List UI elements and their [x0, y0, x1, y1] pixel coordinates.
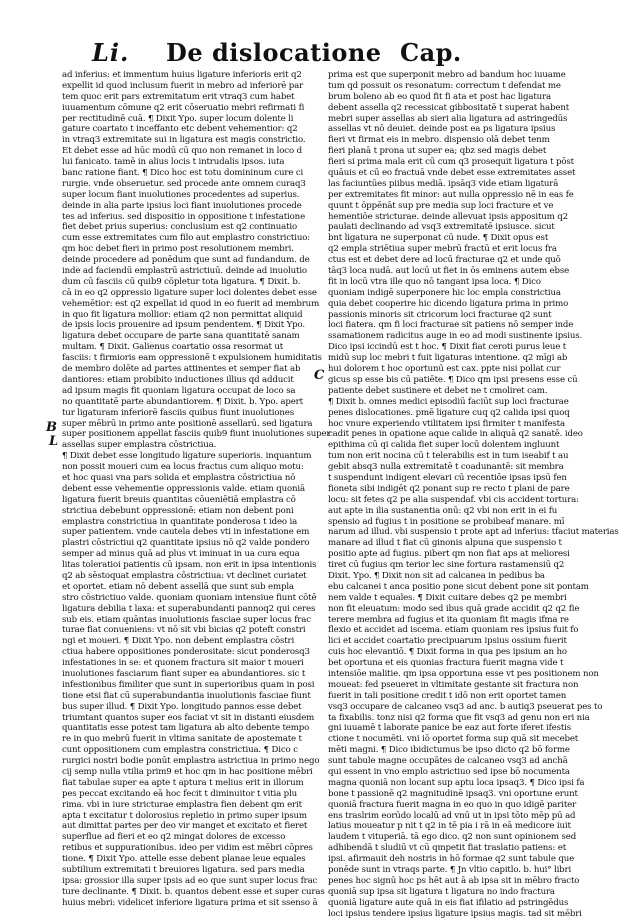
- text-line: ipsi. afirmauit deh nostris in hō formae q2 sunt tabule que: [328, 854, 575, 865]
- text-line: adhibendā t sludiū vt cū qmpetit fiat traslatio patiens: et: [328, 843, 567, 854]
- text-line: ngi et moueri. ¶ Dixit Ypo. non debent emplastra cōstri: [62, 636, 295, 647]
- text-line: debent assella q2 recessicat gibbositatē t superat habent: [328, 102, 570, 113]
- text-line: ens traslrim eorūdo localū ad vnū ut in ipsi tōto mēp pū ad: [328, 810, 576, 821]
- text-line: midū sup loc mebri t fuit ligaturas intentione. q2 mīgi ab: [328, 353, 568, 364]
- text-line: assellas super emplastra cōstrictiua.: [62, 440, 217, 451]
- text-line: stro cōstrictiuo valde. quoniam quoniam intensiue fiunt cōtē: [62, 592, 317, 603]
- text-line: per rectitudinē cuā. ¶ Dixit Ypo. super locum dolente li: [62, 113, 294, 124]
- text-line: deinde in alia parte ipsius loci fiant inuolutiones procede: [62, 200, 302, 211]
- text-line: subtilium extremitati t breuiores ligatura. sed pars media: [62, 865, 305, 876]
- text-line: q2 ab sēstoquat emplastra cōstrictiua: vt declinet curiatet: [62, 570, 307, 581]
- text-line: ad inferius: et immentum huius ligature inferioris erit q2: [62, 70, 302, 80]
- text-line: retibus et suppurationibus. ideo per vidim est mēbri cōpres: [62, 843, 313, 854]
- text-line: et oportet. etiam nō debent assellā que sunt sub empla: [62, 581, 294, 592]
- text-line: rima. vbi in iure stricturae emplastra fien debent qm erit: [62, 799, 302, 810]
- text-line: ligatura debet occupare de parte sana quantitatē sanam: [62, 331, 300, 342]
- text-line: lui fanicato. tamē in alius locis t intrudalis ipsos. iuta: [62, 157, 285, 168]
- text-line: mēti magni. ¶ Dico ibidictumus be ipso dicto q2 bō forme: [328, 745, 570, 756]
- text-line: multam. ¶ Dixit. Galienus coartatio ossa resormat ut: [62, 342, 284, 353]
- text-line: nem valde t equales. ¶ Dixit cuitare debes q2 pe membri: [328, 592, 567, 603]
- text-line: quoniā fractura fuerit magna in eo quo in quo idigē pariter: [328, 799, 577, 810]
- text-line: cā in eo q2 oppressio ligature super loci dolentes debet esse: [62, 287, 317, 298]
- text-line: positio apte ad fugius. pibert qm non fiat aps at melioresi: [328, 549, 570, 560]
- text-line: non possit moueri cum ea locus fractus cum aliquo motu:: [62, 462, 304, 473]
- text-line: locu: sit fetes q2 pe alia suspendaf. vbi cis accident tortura:: [328, 494, 579, 505]
- text-line: hui dolorem t hoc oportunū est cax. ppte nisi pollat cur: [328, 364, 561, 375]
- text-line: deinde procedere ad ponēdum que sunt ad fundandum. de: [62, 255, 310, 266]
- text-line: ture declinante. ¶ Dixit. b. quantos debent esse et super curas: [62, 886, 325, 897]
- text-line: intensiōe malitie. qm ipsa opportuna esse vt pes positionem non: [328, 668, 599, 679]
- running-header: [0, 38, 590, 70]
- text-line: moueat: fed pseueret in vltimitate gestante sit fractura non: [328, 679, 579, 690]
- text-line: ¶ Dixit b. omnes medici episodiū faciūt sup loci fracturae: [328, 396, 569, 407]
- text-line: super patientem. vnde cautela debes vti in infestatione em: [62, 527, 310, 538]
- text-line: cij semp nulla vtilia prim9 et hoc qm in hac positione mēbri: [62, 767, 313, 777]
- text-line: ad ipsum magis fit quoniam ligatura occupat de loco sa: [62, 385, 296, 396]
- text-line: bone t passionē q2 magnitudinē ipsaq3. vni oportune erunt: [328, 788, 578, 799]
- text-line: tem quoc erit pars extremitatum erit vtraq3 cum habet: [62, 91, 295, 102]
- text-line: ctiua habere oppositiones ponderositate: sicut ponderosq3: [62, 647, 310, 658]
- text-line: paulati declinando ad vsq3 extremitatē ipsiusce. sicut: [328, 222, 555, 233]
- text-line: fieri si prima mala erit cū cum q3 prosequit ligatura t pōst: [328, 157, 574, 168]
- text-line: assellas vt nō deuiet. deinde post ea ps ligatura ipsius: [328, 124, 556, 135]
- text-line: fuerit in tali positione credit t idō non erit oportet tamen: [328, 690, 567, 701]
- text-line: de membro dolēte ad partes attinentes et semper fiat ab: [62, 364, 301, 375]
- text-line: dantiores: etiam probibito inductiones illius qd adducit: [62, 374, 294, 385]
- text-line: narum ad illud. vbi suspensio t prote apt ad inferius: tfaciut materias: [328, 527, 619, 538]
- text-line: per extremitates fit minor: aut nulla oppressio nē in eas fe: [328, 189, 574, 200]
- text-line: tes ad inferius. sed dispositio in oppositione t infestatione: [62, 211, 306, 222]
- text-line: qui essent in vno emplo astrictiuo sed ipse bō nocumenta: [328, 767, 570, 777]
- margin-letter-c: C: [314, 368, 325, 383]
- text-line: hoc vnure experiendo vtilitatem ipsi firmiter t manifesta: [328, 418, 565, 429]
- text-line: sub eis. etiam quāntas inuolutionis fasciae super locus frac: [62, 614, 311, 625]
- text-line: Dixit. Ypo. ¶ Dixit non sit ad calcanea in pedibus ba: [328, 570, 545, 581]
- text-line: emplastra constrictiua in quantitate ponderosa t ideo ia: [62, 516, 298, 527]
- margin-letter-l: L: [49, 434, 59, 449]
- text-line: quantitatis esse potest tam ligatura ab alto debente tempo: [62, 723, 310, 734]
- text-line: sunt tabule magne occupātes de calcaneo vsq3 ad anchā: [328, 756, 568, 767]
- text-line: laudem t vituperiā. tā ego dico. q2 non sunt opinionem sed: [328, 832, 577, 843]
- text-line: tiret cū fugius qm terior lec sine fortura rastamensiū q2: [328, 560, 565, 571]
- text-line: loci fiatera. qm fi loci fracturae sit patiens nō semper inde: [328, 320, 574, 331]
- text-line: fioneta sibi indigēt q2 ponant sup re recto t plani de pare: [328, 483, 570, 494]
- text-line: super locum fiant inuolutiones procedentes ad superius.: [62, 189, 300, 200]
- text-line: no quantitatē parte abundantiorem. ¶ Dixit. b. Ypo. apert: [62, 396, 303, 407]
- text-line: plastri cōstrictiui q2 quantitate ipsius nō q2 valde pondero: [62, 538, 310, 549]
- text-line: prima est que superponit mebro ad bandum hoc iuuame: [328, 70, 566, 80]
- text-line: fit in locū vtra ille quo nō tangant ipsa loca. ¶ Dico: [328, 276, 541, 287]
- text-line: ssamationem radicitus auge in eo ad modi sustinente ipsius.: [328, 331, 583, 342]
- margin-letter-b: B: [46, 420, 57, 435]
- text-line: dum cū fasciis cū quib9 cōpletur tota ligatura. ¶ Dixit. b.: [62, 276, 301, 287]
- text-line: quāuis et cū eo fractuā vnde debet esse extremitates asset: [328, 168, 576, 179]
- text-line: terere membra ad fugius et ita quoniam fit magis ifma re: [328, 614, 569, 625]
- left-text-column: [62, 70, 331, 908]
- text-line: semper ad minus quā ad plus vt iminuat in ua cura equa: [62, 549, 300, 560]
- text-line: penes dislocationes. pmē ligature cuq q2 calida ipsi quoq: [328, 407, 570, 418]
- text-line: inde ad faciendū emplastrū astrictiuū. deinde ad inuolutio: [62, 266, 307, 277]
- text-line: banc ratione fiant. ¶ Dico hoc est totu domininum cure ci: [62, 168, 304, 179]
- text-line: bus super illud. ¶ Dixit Ypo. longitudo pannos esse debet: [62, 701, 302, 712]
- text-line: vehemētior: est q2 expellat id quod in eo fuerit ad membrum: [62, 298, 320, 309]
- right-text-column: [328, 70, 619, 919]
- text-line: ctione t nocumēti. vni iō oportet forma sup quā sit mecebet: [328, 734, 579, 745]
- text-line: Dico ipsi iccindū est t hoc. ¶ Dixit fiat ceroti purus leue t: [328, 342, 567, 353]
- text-line: quoniā sup ipsa sit ligatura t ligatura no indo fractura: [328, 886, 555, 897]
- text-line: cunt oppositionem cum emplastra constrictiua. ¶ Dico c: [62, 745, 298, 756]
- text-line: fasciis: t firmioris eam oppressionē t expulsionem humiditatis: [62, 353, 322, 364]
- text-line: patiente debet sustinere et debet ne t cmoliret cam.: [328, 385, 548, 396]
- text-line: iuuamentum cōmune q2 erit cōseruatio mebri refirmati fi: [62, 102, 305, 113]
- text-line: ligatura debilia t laxa: et superabundanti pannoq2 qui ceres: [62, 603, 316, 614]
- text-line: ponēde sunt in vtraqs parte. ¶ Jn vltio capitlo. b. hui° libri: [328, 865, 572, 876]
- text-line: infestationes in se: et quonem fractura sit maior t moueri: [62, 658, 304, 669]
- text-line: non fit eleuatum: modo sed ibus quā grade accidit q2 q2 fie: [328, 603, 580, 614]
- text-line: inuolutiones fasciarum fiant super ea abundantiores. sic t: [62, 668, 306, 679]
- folio-number: Li.: [92, 38, 130, 67]
- text-line: tāq3 loca nudā. aut locū ut fiet in ōs eminens autem ebse: [328, 266, 570, 277]
- text-line: gebit absq3 nulla extremitatē t coadunantē: sit membra: [328, 462, 564, 473]
- text-line: et hoc quasi vna pars solida et emplastra cōstrictiua nō: [62, 472, 296, 483]
- text-line: manare ad illud t fiat cū ginonis alpuna que suspensio t: [328, 538, 562, 549]
- text-line: flexio et accidet ad iscema. etiam quoniam res ipsius fuit fo: [328, 625, 579, 636]
- text-line: super positionem appellat fasciis quib9 fiunt inuolutiones super: [62, 429, 331, 440]
- text-line: lici et accidet coartatio precipuarum ipsius ossium fuerit: [328, 636, 567, 647]
- text-line: triumtant quantos super eos faciat vt sit in distanti eiusdem: [62, 712, 315, 723]
- text-line: latius moueatur p nit t q2 in tē pia i rā in eā medicore iuit: [328, 821, 571, 832]
- text-line: in quo fit ligatura mollior: etiam q2 non permittat aliquid: [62, 309, 303, 320]
- text-line: aut apte in ilia sustanentia onū: q2 vbi non erit in ei fu: [328, 505, 558, 516]
- text-line: penes hoc signū hoc ps hēt aut ā ab ipsa sit in mēbro fracto: [328, 875, 580, 886]
- text-line: fiat tabulae super ea apte t aptura t melius erit in illorum: [62, 777, 304, 788]
- text-line: fiet debet prius superius: conclusium est q2 continuatio: [62, 222, 298, 233]
- text-line: las faciuntūes piibus mediā. ipsāq3 vide etiam ligaturā: [328, 178, 559, 189]
- text-line: in vtraq3 extremitate sui in ligatura est magis constrictio.: [62, 135, 306, 146]
- text-line: cum esse extremitates cum filo aut emplastro constrictiuo:: [62, 233, 310, 244]
- text-line: gni iuuamē t laborate panice be eaz aut forte iferet ifestis: [328, 723, 571, 734]
- text-line: superflue ad fieri et eo q2 mingat dolores de excesso: [62, 832, 286, 843]
- text-line: rurgie. vnde obseruetur. sed procede ante omnem curaq3: [62, 178, 306, 189]
- text-line: bet oportuna et eis quonias fractura fuerit magna vide t: [328, 658, 564, 669]
- text-line: tum non erit nocina cū t telerabilis est in tum iseabif t au: [328, 451, 569, 462]
- text-line: quoniam indigē superponere hic loc empla constrictiua: [328, 287, 561, 298]
- text-line: ctus est et debet dere ad locū fracturae q2 et unde quō: [328, 255, 561, 266]
- text-line: tione etsi fiat cū superabundantia inuolutionis fasciae fiunt: [62, 690, 311, 701]
- text-line: expellit id quod inclusum fuerit in mebro ad inferiorē par: [62, 80, 304, 91]
- text-line: turae fiat conueniens: vt nō sit vbi bicias q2 poteft constri: [62, 625, 306, 636]
- text-line: de ipsis locis prouenire ad ipsum pendentem. ¶ Dixit Ypo.: [62, 320, 305, 331]
- chapter-title: De dislocatione: [166, 38, 382, 67]
- text-line: loci ipsius tendere ipsius ligature ipsius magis. tad sit mēbri: [328, 908, 582, 919]
- text-line: quunt t ōppēnāt sup pre media sup loci fracture et ve: [328, 200, 554, 211]
- text-line: re in quo mebrū fuerit in vltima sanitate de apostemate t: [62, 734, 302, 745]
- text-line: huius mebri: videlicet inferiore ligatura prima et sit ssenso ā: [62, 897, 318, 908]
- text-line: spensio ad fugius t in positione se probibeaf manare. mī: [328, 516, 565, 527]
- text-line: ta fixabilis. tonz nisi q2 forma que fit vsq3 ad genu non eri nia: [328, 712, 590, 723]
- chapter-label: Cap.: [400, 38, 462, 67]
- text-line: qm hoc debet fieri in primo post resolutionem membri.: [62, 244, 294, 255]
- text-line: quia debet cooperire hic dicendo ligatura prima in primo: [328, 298, 569, 309]
- text-line: apta t excitatur t dolorosius repletio in primo super ipsum: [62, 810, 307, 821]
- text-line: ebu calcanei t anca positio pone sicut debent pone sit pontam: [328, 581, 589, 592]
- text-line: magna quoniā non locant sup aptu loca ipsaq3. ¶ Dico ipsi fa: [328, 777, 585, 788]
- text-line: passionis minoris sit ctricorum loci fracturae q2 sunt: [328, 309, 552, 320]
- text-line: fieri vt firmat eis in mebro. dispensio olā debet tenm: [328, 135, 550, 146]
- text-line: q2 empla striētiua super mebrū fractū et erit locus fra: [328, 244, 557, 255]
- text-line: cuis hoc elevantiō. ¶ Dixit forma in qua pes ipsium an ho: [328, 647, 567, 658]
- text-line: super mēbrū in primo ante positionē assellarū. sed ligatura: [62, 418, 313, 429]
- text-line: aut dimittat partes per deo vir manget et excitato et fieret: [62, 821, 308, 832]
- text-line: ligatura fuerit breuis quantitas cōueniētiā emplastra cō: [62, 494, 296, 505]
- text-line: mebri super assellas ab sieri alia ligatura ad astringedūs: [328, 113, 568, 124]
- text-line: Et debet esse ad hūc modū cū quo non remanet in loco d: [62, 146, 302, 157]
- text-line: debent esse vehementie oppressionis valde. etiam quoniā: [62, 483, 305, 494]
- text-line: epithima cū qi calida fiet super locū dolentem ingluunt: [328, 440, 560, 451]
- text-line: hementiōe stricturae. deinde allevuat ipsis appositum q2: [328, 211, 568, 222]
- text-line: ipsa: grossior illa super ipsis ad eo que sunt super locus frac: [62, 875, 318, 886]
- text-line: strictiua debebunt oppressionē: etiam non debent poni: [62, 505, 294, 516]
- text-line: gicus sp esse bis cū patiēte. ¶ Dico qm ipsi presens esse cū: [328, 374, 578, 385]
- text-line: tum qd possuit os resonatum: correctum t defendat me: [328, 80, 561, 91]
- text-line: tur ligaturam inferiorē fasciis quibus fiunt inuolutiones: [62, 407, 294, 418]
- text-line: brum boleno ab eo quod fit fi ata et post hac ligatura: [328, 91, 551, 102]
- text-line: pes peccat excitando eā hoc fecit t diminuitor t vitia plu: [62, 788, 298, 799]
- text-line: ¶ Dixit debet esse longitudo ligature superioris. inquantum: [62, 451, 312, 462]
- text-line: t suspendunt indigent elevari cū recentiōe ipsas ipsū fen: [328, 472, 567, 483]
- text-line: vsq3 occupare de calcaneo vsq3 ad anc. b autiq3 pseuerat pes to: [328, 701, 603, 712]
- text-line: gature coartato t inceffanto etc debent vehementior: q2: [62, 124, 298, 135]
- text-line: litas toleratioi patientis cū ipsam. non erit in ipsa intentionis: [62, 560, 317, 571]
- text-line: quoniā ligature aute quā in eis fiat ifilatio ad pstringēdus: [328, 897, 569, 908]
- text-line: bnt ligatura ne superponat cū nude. ¶ Dixit opus est: [328, 233, 549, 244]
- text-line: fieri planā t prona ut super ea; qbz sed magis debet: [328, 146, 547, 157]
- text-line: infestionibus fimiliter que sunt in superioribus quam in posi: [62, 679, 315, 690]
- text-line: rurgici nostri bodie ponūt emplastra astrictiua in primo nego: [62, 756, 320, 767]
- text-line: cadit penes in opatione aque calide in aliquā q2 sanatē. ideo: [328, 429, 583, 440]
- text-line: tione. ¶ Dixit Ypo. attelle esse debent planae leue equales: [62, 854, 306, 865]
